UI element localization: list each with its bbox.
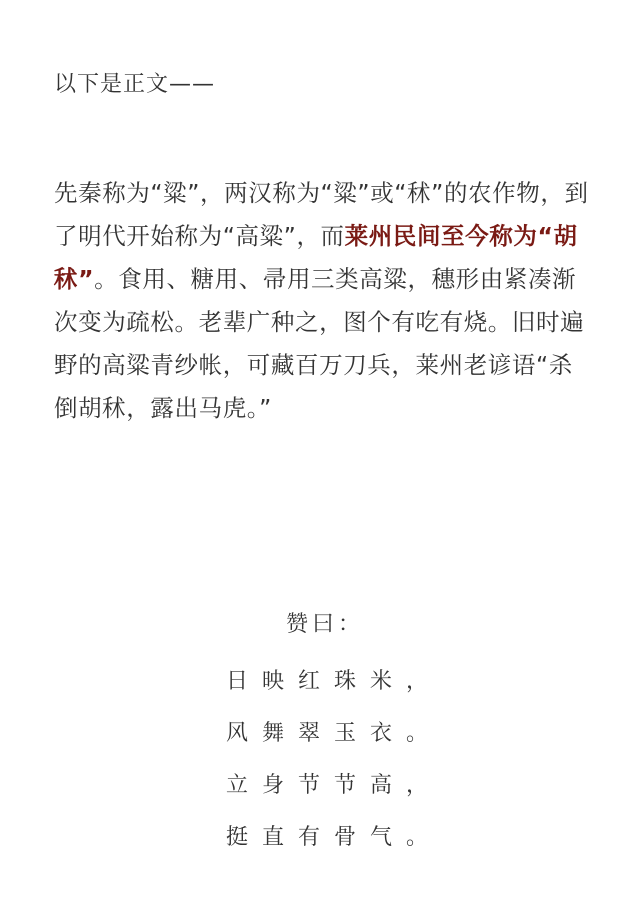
poem-line: 风舞翠玉衣。 bbox=[225, 721, 442, 746]
paragraph-text-1: 先秦称为“粱”，两汉称为“粱”或“秫”的农作物，到了明代开始称为“高粱”，而 bbox=[54, 179, 589, 250]
paragraph-highlight: 莱州民间至今称为“胡秫” bbox=[54, 222, 578, 293]
poem-line: 立身节节高， bbox=[225, 773, 442, 798]
poem-line: 挺直有骨气。 bbox=[225, 825, 442, 850]
paragraph-text-2: 。食用、糖用、帚用三类高粱，穗形由紧凑渐次变为疏松。老辈广种之，图个有吃有烧。旧时遍野的高粱青纱帐，可藏百万刀兵，莱州老谚语“杀倒胡秫，露出马虎。” bbox=[54, 265, 585, 422]
main-paragraph bbox=[54, 172, 594, 430]
intro-line: 以下是正文—— bbox=[54, 72, 216, 97]
poem-block bbox=[0, 605, 640, 869]
poem-title: 赞曰： bbox=[285, 612, 364, 637]
poem-line: 日映红珠米， bbox=[225, 669, 442, 694]
